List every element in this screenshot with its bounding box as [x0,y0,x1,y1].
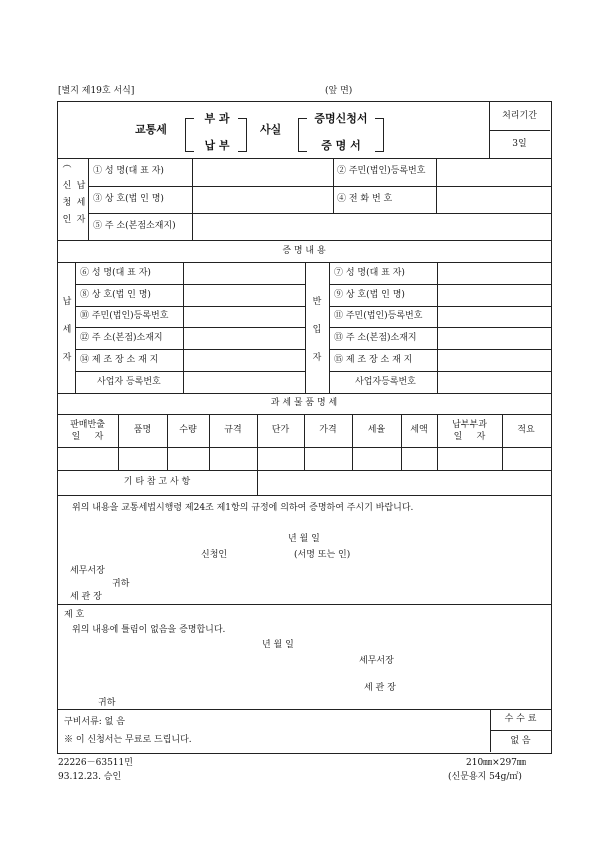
cert-date: 년 월 일 [262,640,294,650]
applicant-address-label: ⑤ 주 소(본점소재지) [93,221,176,231]
cert-office-customs: 세 관 장 [364,683,396,693]
paper-size: 210㎜×297㎜ [466,758,526,768]
goods-col-unit-price: 단가 [271,425,290,435]
form-number: [별지 제19호 서식] [58,86,135,96]
applicant-resident-no-label: ② 주민(법인)등록번호 [337,166,426,176]
applicant-trade-name-label: ③ 상 호(법 인 명) [93,194,164,204]
taxpayer-address-label: ⑫ 주 소(본점)소재지 [80,333,163,343]
applicant-paren: ︵ [62,160,72,170]
buyer-resident-no-label: ⑪ 주민(법인)등록번호 [334,311,423,321]
buyer-trade-name-label: ⑨ 상 호(법 인 명) [334,290,405,300]
title-prefix: 교통세 [135,123,167,136]
cert-buyer-label: 반 입 자 [312,297,322,363]
taxpayer-name-label: ⑥ 성 명(대 표 자) [80,268,151,278]
required-documents: 구비서류: 없 음 [64,717,125,727]
fee-label: 수 수 료 [504,714,537,724]
applicant-name-label: ① 성 명(대 표 자) [93,166,164,176]
request-applicant-label: 신청인 [201,550,228,560]
form-code: 22226－63511민 [58,758,133,768]
goods-col-tax-rate: 세율 [367,425,386,435]
goods-col-remarks: 적요 [517,425,535,435]
title-middle: 사실 [260,123,282,136]
cert-office-tax: 세무서장 [359,656,394,666]
goods-col-item: 품명 [133,425,152,435]
cert-content-header: 증 명 내 용 [282,246,326,256]
goods-col-price: 가격 [319,425,337,435]
request-statement: 위의 내용을 교통세법시행령 제24조 제1항의 규정에 의하여 증명하여 주시기 바랍니다. [72,503,414,513]
other-remarks-label: 기 타 참 고 사 항 [123,477,191,487]
title-bracket-top: 부 과 [204,112,230,125]
title-right-top: 증명신청서 [314,112,368,125]
applicant-group-label-2: 납 세 자 [76,181,86,225]
buyer-factory-label: ⑮ 제 조 장 소 재 지 [334,355,413,365]
goods-col-quantity: 수량 [179,425,197,435]
fee-value: 없 음 [510,736,531,746]
cert-taxpayer-label: 납 세 자 [62,297,72,363]
goods-col-spec: 규격 [224,425,242,435]
page-side-label: (앞 면) [325,86,353,96]
goods-col-payment-date: 납부부과 일 자 [452,420,487,442]
cert-number: 제 호 [64,610,85,620]
taxpayer-resident-no-label: ⑩ 주민(법인)등록번호 [80,311,169,321]
request-office-tax: 세무서장 [70,566,105,576]
request-date: 년 월 일 [288,534,320,544]
goods-header: 과 세 물 품 명 세 [270,398,338,408]
title-bracket-bottom: 납 부 [204,139,230,152]
taxpayer-trade-name-label: ⑧ 상 호(법 인 명) [80,290,151,300]
goods-col-shipping-date: 판매반출 일 자 [70,420,105,442]
buyer-name-label: ⑦ 성 명(대 표 자) [334,268,405,278]
free-form-note: ※ 이 신청서는 무료로 드립니다. [64,735,192,745]
taxpayer-biz-reg-label: 사업자 등록번호 [97,377,161,387]
applicant-phone-label: ④ 전 화 번 호 [337,194,393,204]
buyer-biz-reg-label: 사업자등록번호 [355,377,416,387]
paper-type: (신문용지 54g/㎡) [448,772,522,782]
applicant-group-label: 신 청 인 [62,181,72,225]
approval-date: 93.12.23. 승인 [58,772,122,782]
title-right-bottom: 증 명 서 [321,139,361,152]
buyer-address-label: ⑬ 주 소(본점)소재지 [334,333,417,343]
processing-period-label: 처리기간 [502,111,537,121]
cert-statement: 위의 내용에 틀림이 없음을 증명합니다. [72,625,226,635]
request-signature-label: (서명 또는 인) [294,550,351,560]
goods-col-tax-amount: 세액 [410,425,428,435]
processing-period-value: 3일 [512,139,527,149]
cert-addressee: 귀하 [98,698,116,708]
request-addressee: 귀하 [112,579,130,589]
request-office-customs: 세 관 장 [70,592,102,602]
taxpayer-factory-label: ⑭ 제 조 장 소 재 지 [80,355,159,365]
